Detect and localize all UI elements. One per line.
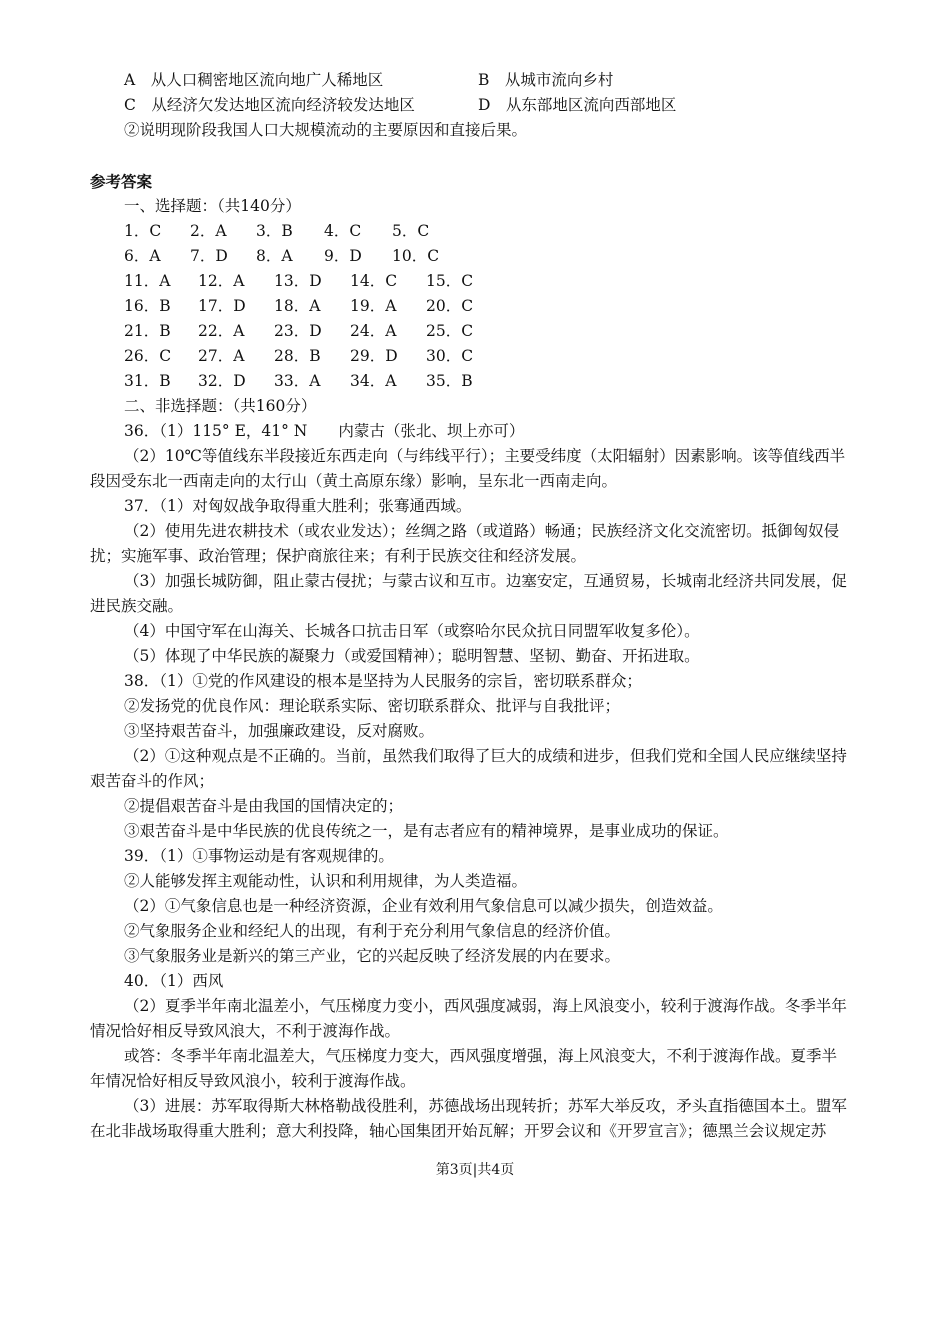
mc-answer: 9．D: [324, 247, 362, 265]
answer-line: 进民族交融。: [90, 597, 184, 615]
mc-answer: 20．C: [426, 297, 474, 315]
mc-answer: 30．C: [426, 347, 474, 365]
answer-line: （2）①气象信息也是一种经济资源，企业有效利用气象信息可以减少损失，创造效益。: [124, 897, 723, 915]
answer-line: 40．（1）西风: [124, 972, 224, 990]
mc-answer: 18．A: [274, 297, 321, 315]
mc-answer: 27．A: [198, 347, 245, 365]
mc-answer: 16．B: [124, 297, 171, 315]
section2-title: 二、非选择题：（共160分）: [124, 397, 317, 415]
answer-line: 情况恰好相反导致风浪大，不利于渡海作战。: [90, 1022, 401, 1040]
page-footer: 第3页|共4页: [435, 1162, 515, 1178]
answer-line: 或答：冬季半年南北温差大，气压梯度力变大，西风强度增强，海上风浪变大，不利于渡海作战。夏季半: [124, 1047, 838, 1065]
answer-line: 段因受东北一西南走向的太行山（黄土高原东缘）影响，呈东北一西南走向。: [90, 472, 618, 490]
mc-answer: 8．A: [256, 247, 293, 265]
mc-answer: 10．C: [392, 247, 440, 265]
mc-answer: 4．C: [324, 222, 362, 240]
answer-line: ③气象服务业是新兴的第三产业，它的兴起反映了经济发展的内在要求。: [124, 947, 621, 965]
answer-line: ②气象服务企业和经纪人的出现，有利于充分利用气象信息的经济价值。: [124, 922, 621, 940]
mc-answer: 25．C: [426, 322, 474, 340]
mc-answer: 5．C: [392, 222, 430, 240]
answer-line: （3）进展：苏军取得斯大林格勒战役胜利，苏德战场出现转折；苏军大举反攻，矛头直指德国本土。盟军: [124, 1097, 847, 1115]
option-c: C 从经济欠发达地区流向经济较发达地区: [124, 96, 415, 114]
answer-line: 艰苦奋斗的作风；: [90, 772, 215, 790]
answer-line: （4）中国守军在山海关、长城各口抗击日军（或察哈尔民众抗日同盟军收复多伦）。: [124, 622, 700, 640]
mc-answer: 32．D: [198, 372, 246, 390]
answer-line: 39．（1）①事物运动是有客观规律的。: [124, 847, 394, 865]
mc-answer: 23．D: [274, 322, 322, 340]
answer-line: （2）①这种观点是不正确的。当前，虽然我们取得了巨大的成绩和进步，但我们党和全国人民应继续坚持: [124, 747, 847, 765]
mc-answer: 17．D: [198, 297, 246, 315]
sub-question-2: ②说明现阶段我国人口大规模流动的主要原因和直接后果。: [124, 121, 528, 139]
answer-line: ②人能够发挥主观能动性，认识和利用规律，为人类造福。: [124, 872, 528, 890]
mc-answer: 1．C: [124, 222, 162, 240]
mc-answer: 21．B: [124, 322, 171, 340]
answer-line: （2）10℃等值线东半段接近东西走向（与纬线平行）；主要受纬度（太阳辐射）因素影响。该等值线西半: [124, 447, 846, 465]
mc-answer: 33．A: [274, 372, 321, 390]
option-b: B 从城市流向乡村: [478, 71, 614, 89]
answer-line: 在北非战场取得重大胜利；意大利投降，轴心国集团开始瓦解；开罗会议和《开罗宣言》；德黑兰会议规定苏: [90, 1122, 827, 1140]
mc-answer: 14．C: [350, 272, 398, 290]
mc-answer: 34．A: [350, 372, 397, 390]
answers-title: 参考答案: [90, 173, 153, 191]
mc-answer: 24．A: [350, 322, 397, 340]
answer-line: （2）使用先进农耕技术（或农业发达）；丝绸之路（或道路）畅通；民族经济文化交流密切。抵御匈奴侵: [124, 522, 840, 540]
answer-line: 36．（1）115° E，41° N 内蒙古（张北、坝上亦可）: [124, 422, 525, 440]
mc-answer: 29．D: [350, 347, 398, 365]
mc-answer: 2．A: [190, 222, 227, 240]
answer-line: （5）体现了中华民族的凝聚力（或爱国精神）；聪明智慧、坚韧、勤奋、开拓进取。: [124, 647, 700, 665]
mc-answer: 31．B: [124, 372, 171, 390]
answer-line: 37．（1）对匈奴战争取得重大胜利；张骞通西域。: [124, 497, 472, 515]
option-a: A 从人口稠密地区流向地广人稀地区: [124, 71, 384, 89]
mc-answer: 13．D: [274, 272, 322, 290]
mc-answer: 7．D: [190, 247, 228, 265]
mc-answer: 15．C: [426, 272, 474, 290]
mc-answer: 22．A: [198, 322, 245, 340]
mc-answer: 35．B: [426, 372, 473, 390]
mc-answer: 6．A: [124, 247, 161, 265]
section1-title: 一、选择题：（共140分）: [124, 197, 301, 215]
mc-answer: 3．B: [256, 222, 293, 240]
answer-line: 38．（1）①党的作风建设的根本是坚持为人民服务的宗旨，密切联系群众；: [124, 672, 642, 690]
mc-answer: 28．B: [274, 347, 321, 365]
answer-line: （2）夏季半年南北温差小，气压梯度力变小，西风强度减弱，海上风浪变小，较利于渡海作战。冬季半年: [124, 997, 847, 1015]
answer-line: 扰；实施军事、政治管理；保护商旅往来；有利于民族交往和经济发展。: [90, 547, 587, 565]
answer-line: 年情况恰好相反导致风浪小，较利于渡海作战。: [90, 1072, 416, 1090]
option-d: D 从东部地区流向西部地区: [478, 96, 677, 114]
answer-line: ③坚持艰苦奋斗，加强廉政建设，反对腐败。: [124, 722, 435, 740]
answer-line: ②发扬党的优良作风：理论联系实际、密切联系群众、批评与自我批评；: [124, 697, 621, 715]
answer-line: （3）加强长城防御，阻止蒙古侵扰；与蒙古议和互市。边塞安定，互通贸易，长城南北经济共同发展，促: [124, 572, 847, 590]
mc-answer: 26．C: [124, 347, 172, 365]
mc-answer: 19．A: [350, 297, 397, 315]
mc-answer: 12．A: [198, 272, 245, 290]
answer-line: ③艰苦奋斗是中华民族的优良传统之一，是有志者应有的精神境界，是事业成功的保证。: [124, 822, 729, 840]
answer-line: ②提倡艰苦奋斗是由我国的国情决定的；: [124, 797, 404, 815]
mc-answer: 11．A: [124, 272, 171, 290]
